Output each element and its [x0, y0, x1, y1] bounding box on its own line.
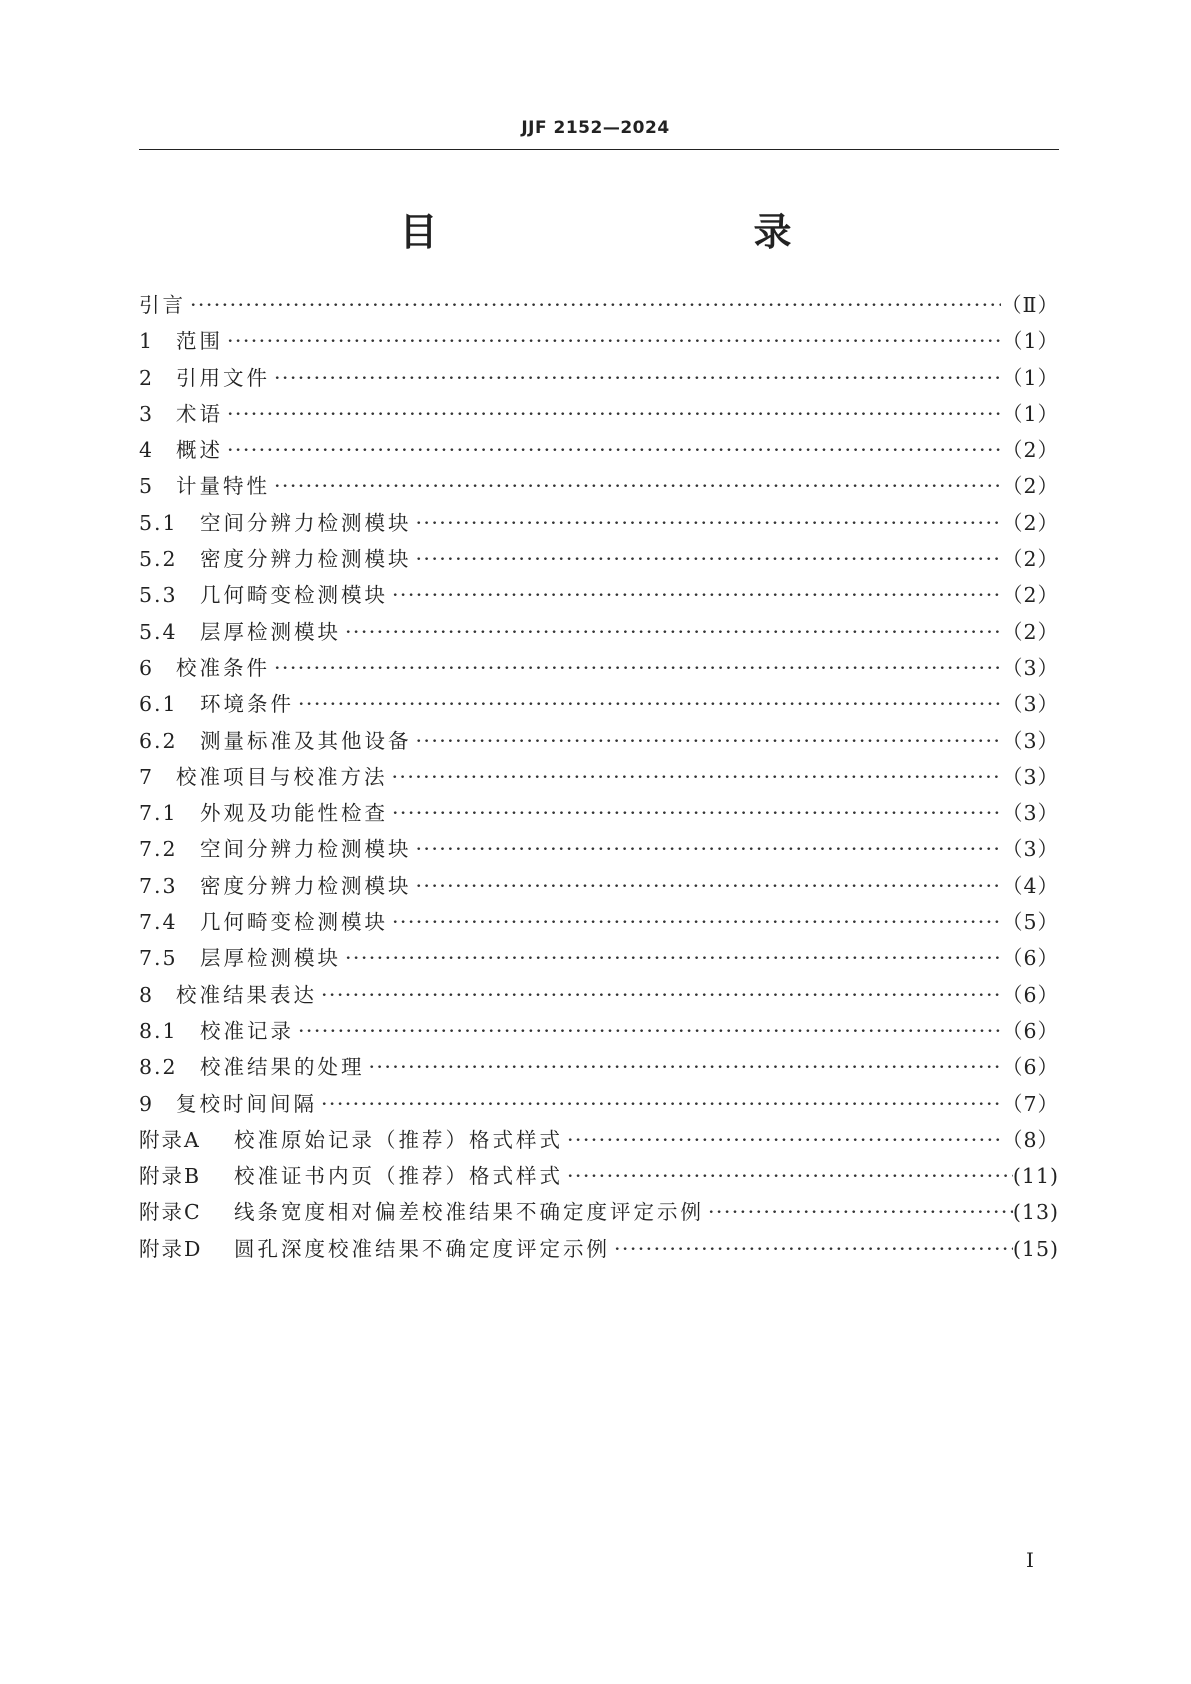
toc-entry-title: 环境条件 — [200, 692, 294, 717]
toc-dot-leader — [341, 946, 1002, 970]
toc-dot-leader — [270, 656, 1002, 680]
toc-dot-leader — [186, 293, 1001, 317]
toc-entry-title: 引用文件 — [176, 365, 270, 390]
toc-entry-number: 7.2 — [139, 837, 178, 862]
toc-entry[interactable] — [139, 1050, 1059, 1086]
toc-entry[interactable] — [139, 1195, 1059, 1231]
toc-dot-leader — [412, 729, 1002, 753]
toc-entry[interactable] — [139, 578, 1059, 614]
toc-dot-leader — [223, 438, 1002, 462]
toc-entry-title: 密度分辨力检测模块 — [200, 547, 412, 572]
toc-entry-title: 引言 — [139, 293, 186, 317]
toc-entry-page: （1） — [1001, 329, 1059, 354]
toc-dot-leader — [388, 583, 1002, 607]
toc-entry-title: 几何畸变检测模块 — [200, 910, 388, 935]
toc-entry-number: 4 — [139, 438, 155, 463]
toc-entry-title: 校准证书内页（推荐）格式样式 — [234, 1164, 563, 1189]
header-divider — [139, 149, 1059, 150]
toc-entry[interactable] — [139, 869, 1059, 905]
toc-entry-number: 7.5 — [139, 946, 178, 971]
toc-dot-leader — [563, 1164, 1013, 1188]
toc-entry[interactable] — [139, 1014, 1059, 1050]
toc-entry-page: （6） — [1001, 1055, 1059, 1080]
toc-entry[interactable] — [139, 397, 1059, 433]
toc-entry-title: 空间分辨力检测模块 — [200, 510, 412, 535]
toc-entry-page: （3） — [1001, 801, 1059, 826]
toc-entry-title: 外观及功能性检查 — [200, 801, 388, 826]
toc-entry[interactable] — [139, 506, 1059, 542]
toc-entry-page: （2） — [1001, 547, 1059, 572]
toc-dot-leader — [563, 1128, 1002, 1152]
toc-entry-title: 术语 — [176, 401, 223, 426]
toc-entry-title: 线条宽度相对偏差校准结果不确定度评定示例 — [234, 1200, 704, 1225]
toc-entry-page: （8） — [1001, 1127, 1059, 1152]
table-of-contents — [139, 288, 1059, 1268]
toc-entry-title: 测量标准及其他设备 — [200, 728, 412, 753]
toc-entry[interactable] — [139, 1087, 1059, 1123]
toc-dot-leader — [365, 1055, 1002, 1079]
toc-entry-number: 8.2 — [139, 1055, 178, 1080]
toc-entry[interactable] — [139, 978, 1059, 1014]
toc-dot-leader — [223, 402, 1002, 426]
toc-dot-leader — [270, 366, 1002, 390]
toc-entry-page: （2） — [1001, 438, 1059, 463]
toc-dot-leader — [341, 620, 1002, 644]
toc-entry[interactable] — [139, 433, 1059, 469]
page-number: Ⅰ — [1026, 1548, 1034, 1572]
toc-entry[interactable] — [139, 724, 1059, 760]
toc-entry-title: 校准项目与校准方法 — [176, 764, 388, 789]
toc-dot-leader — [270, 474, 1002, 498]
toc-entry-page: （6） — [1001, 982, 1059, 1007]
toc-entry-number: 7.1 — [139, 801, 178, 826]
toc-entry-number: 附录D — [139, 1236, 203, 1261]
toc-entry-number: 7.4 — [139, 910, 178, 935]
toc-entry[interactable] — [139, 288, 1059, 324]
toc-entry-page: （3） — [1001, 692, 1059, 717]
toc-entry-page: (15) — [1012, 1236, 1059, 1261]
toc-entry-number: 2 — [139, 365, 155, 390]
toc-dot-leader — [223, 329, 1002, 353]
toc-entry-page: （3） — [1001, 837, 1059, 862]
page-title: 目 录 — [399, 210, 872, 254]
toc-dot-leader — [704, 1200, 1013, 1224]
toc-entry-number: 8 — [139, 982, 155, 1007]
toc-entry-number: 6.1 — [139, 692, 178, 717]
toc-entry-title: 校准结果的处理 — [200, 1055, 365, 1080]
toc-entry-number: 9 — [139, 1091, 155, 1116]
toc-entry-page: （1） — [1001, 401, 1059, 426]
toc-entry[interactable] — [139, 1232, 1059, 1268]
toc-entry-number: 附录A — [139, 1127, 201, 1152]
toc-entry[interactable] — [139, 796, 1059, 832]
toc-entry-number: 附录C — [139, 1200, 202, 1225]
toc-entry-page: （2） — [1001, 474, 1059, 499]
toc-entry[interactable] — [139, 324, 1059, 360]
toc-entry-number: 附录B — [139, 1164, 202, 1189]
toc-entry-title: 范围 — [176, 329, 223, 354]
toc-dot-leader — [317, 983, 1002, 1007]
toc-entry-title: 空间分辨力检测模块 — [200, 837, 412, 862]
toc-entry-number: 8.1 — [139, 1018, 178, 1043]
toc-entry[interactable] — [139, 905, 1059, 941]
toc-entry-title: 计量特性 — [176, 474, 270, 499]
toc-entry[interactable] — [139, 1159, 1059, 1195]
toc-entry-title: 密度分辨力检测模块 — [200, 873, 412, 898]
toc-dot-leader — [388, 801, 1002, 825]
toc-entry[interactable] — [139, 687, 1059, 723]
toc-entry-number: 5.1 — [139, 510, 178, 535]
toc-entry-title: 校准结果表达 — [176, 982, 317, 1007]
toc-entry-title: 校准记录 — [200, 1018, 294, 1043]
toc-entry-page: （1） — [1001, 365, 1059, 390]
toc-entry-number: 7 — [139, 764, 155, 789]
toc-dot-leader — [317, 1092, 1002, 1116]
toc-dot-leader — [412, 547, 1002, 571]
toc-entry-title: 几何畸变检测模块 — [200, 583, 388, 608]
toc-entry-page: （3） — [1001, 655, 1059, 680]
toc-entry-page: （6） — [1001, 1018, 1059, 1043]
toc-entry-page: （2） — [1001, 583, 1059, 608]
toc-dot-leader — [412, 511, 1002, 535]
toc-entry-title: 层厚检测模块 — [200, 946, 341, 971]
toc-entry[interactable] — [139, 615, 1059, 651]
toc-entry-title: 复校时间间隔 — [176, 1091, 317, 1116]
toc-entry-title: 层厚检测模块 — [200, 619, 341, 644]
toc-entry-title: 校准原始记录（推荐）格式样式 — [234, 1127, 563, 1152]
toc-entry-number: 5.2 — [139, 547, 178, 572]
toc-entry-title: 校准条件 — [176, 655, 270, 680]
toc-entry[interactable] — [139, 832, 1059, 868]
toc-entry-title: 概述 — [176, 438, 223, 463]
toc-entry[interactable] — [139, 941, 1059, 977]
toc-entry-page: (11) — [1012, 1164, 1059, 1189]
toc-entry[interactable] — [139, 760, 1059, 796]
toc-entry[interactable] — [139, 1123, 1059, 1159]
toc-dot-leader — [412, 837, 1002, 861]
toc-entry-page: （2） — [1001, 619, 1059, 644]
toc-entry-page: （4） — [1001, 873, 1059, 898]
toc-entry-page: （3） — [1001, 728, 1059, 753]
toc-entry-page: （2） — [1001, 510, 1059, 535]
toc-entry[interactable] — [139, 651, 1059, 687]
toc-dot-leader — [610, 1237, 1013, 1261]
toc-dot-leader — [388, 910, 1002, 934]
toc-entry-page: （7） — [1001, 1091, 1059, 1116]
toc-entry-number: 5 — [139, 474, 155, 499]
toc-dot-leader — [294, 692, 1002, 716]
toc-entry-number: 7.3 — [139, 873, 178, 898]
toc-entry-page: （Ⅱ） — [1001, 293, 1059, 317]
toc-entry[interactable] — [139, 469, 1059, 505]
toc-dot-leader — [412, 874, 1002, 898]
toc-entry-page: （3） — [1001, 764, 1059, 789]
toc-entry-number: 6 — [139, 655, 155, 680]
toc-entry-number: 6.2 — [139, 728, 178, 753]
toc-entry-page: （5） — [1001, 910, 1059, 935]
standard-code-header: JJF 2152—2024 — [521, 118, 670, 138]
toc-entry-number: 3 — [139, 401, 155, 426]
toc-entry[interactable] — [139, 361, 1059, 397]
toc-entry-number: 1 — [139, 329, 155, 354]
toc-entry-number: 5.4 — [139, 619, 178, 644]
toc-entry-page: （6） — [1001, 946, 1059, 971]
toc-entry[interactable] — [139, 542, 1059, 578]
toc-entry-page: (13) — [1012, 1200, 1059, 1225]
toc-dot-leader — [388, 765, 1002, 789]
toc-entry-title: 圆孔深度校准结果不确定度评定示例 — [234, 1236, 610, 1261]
toc-entry-number: 5.3 — [139, 583, 178, 608]
toc-dot-leader — [294, 1019, 1002, 1043]
